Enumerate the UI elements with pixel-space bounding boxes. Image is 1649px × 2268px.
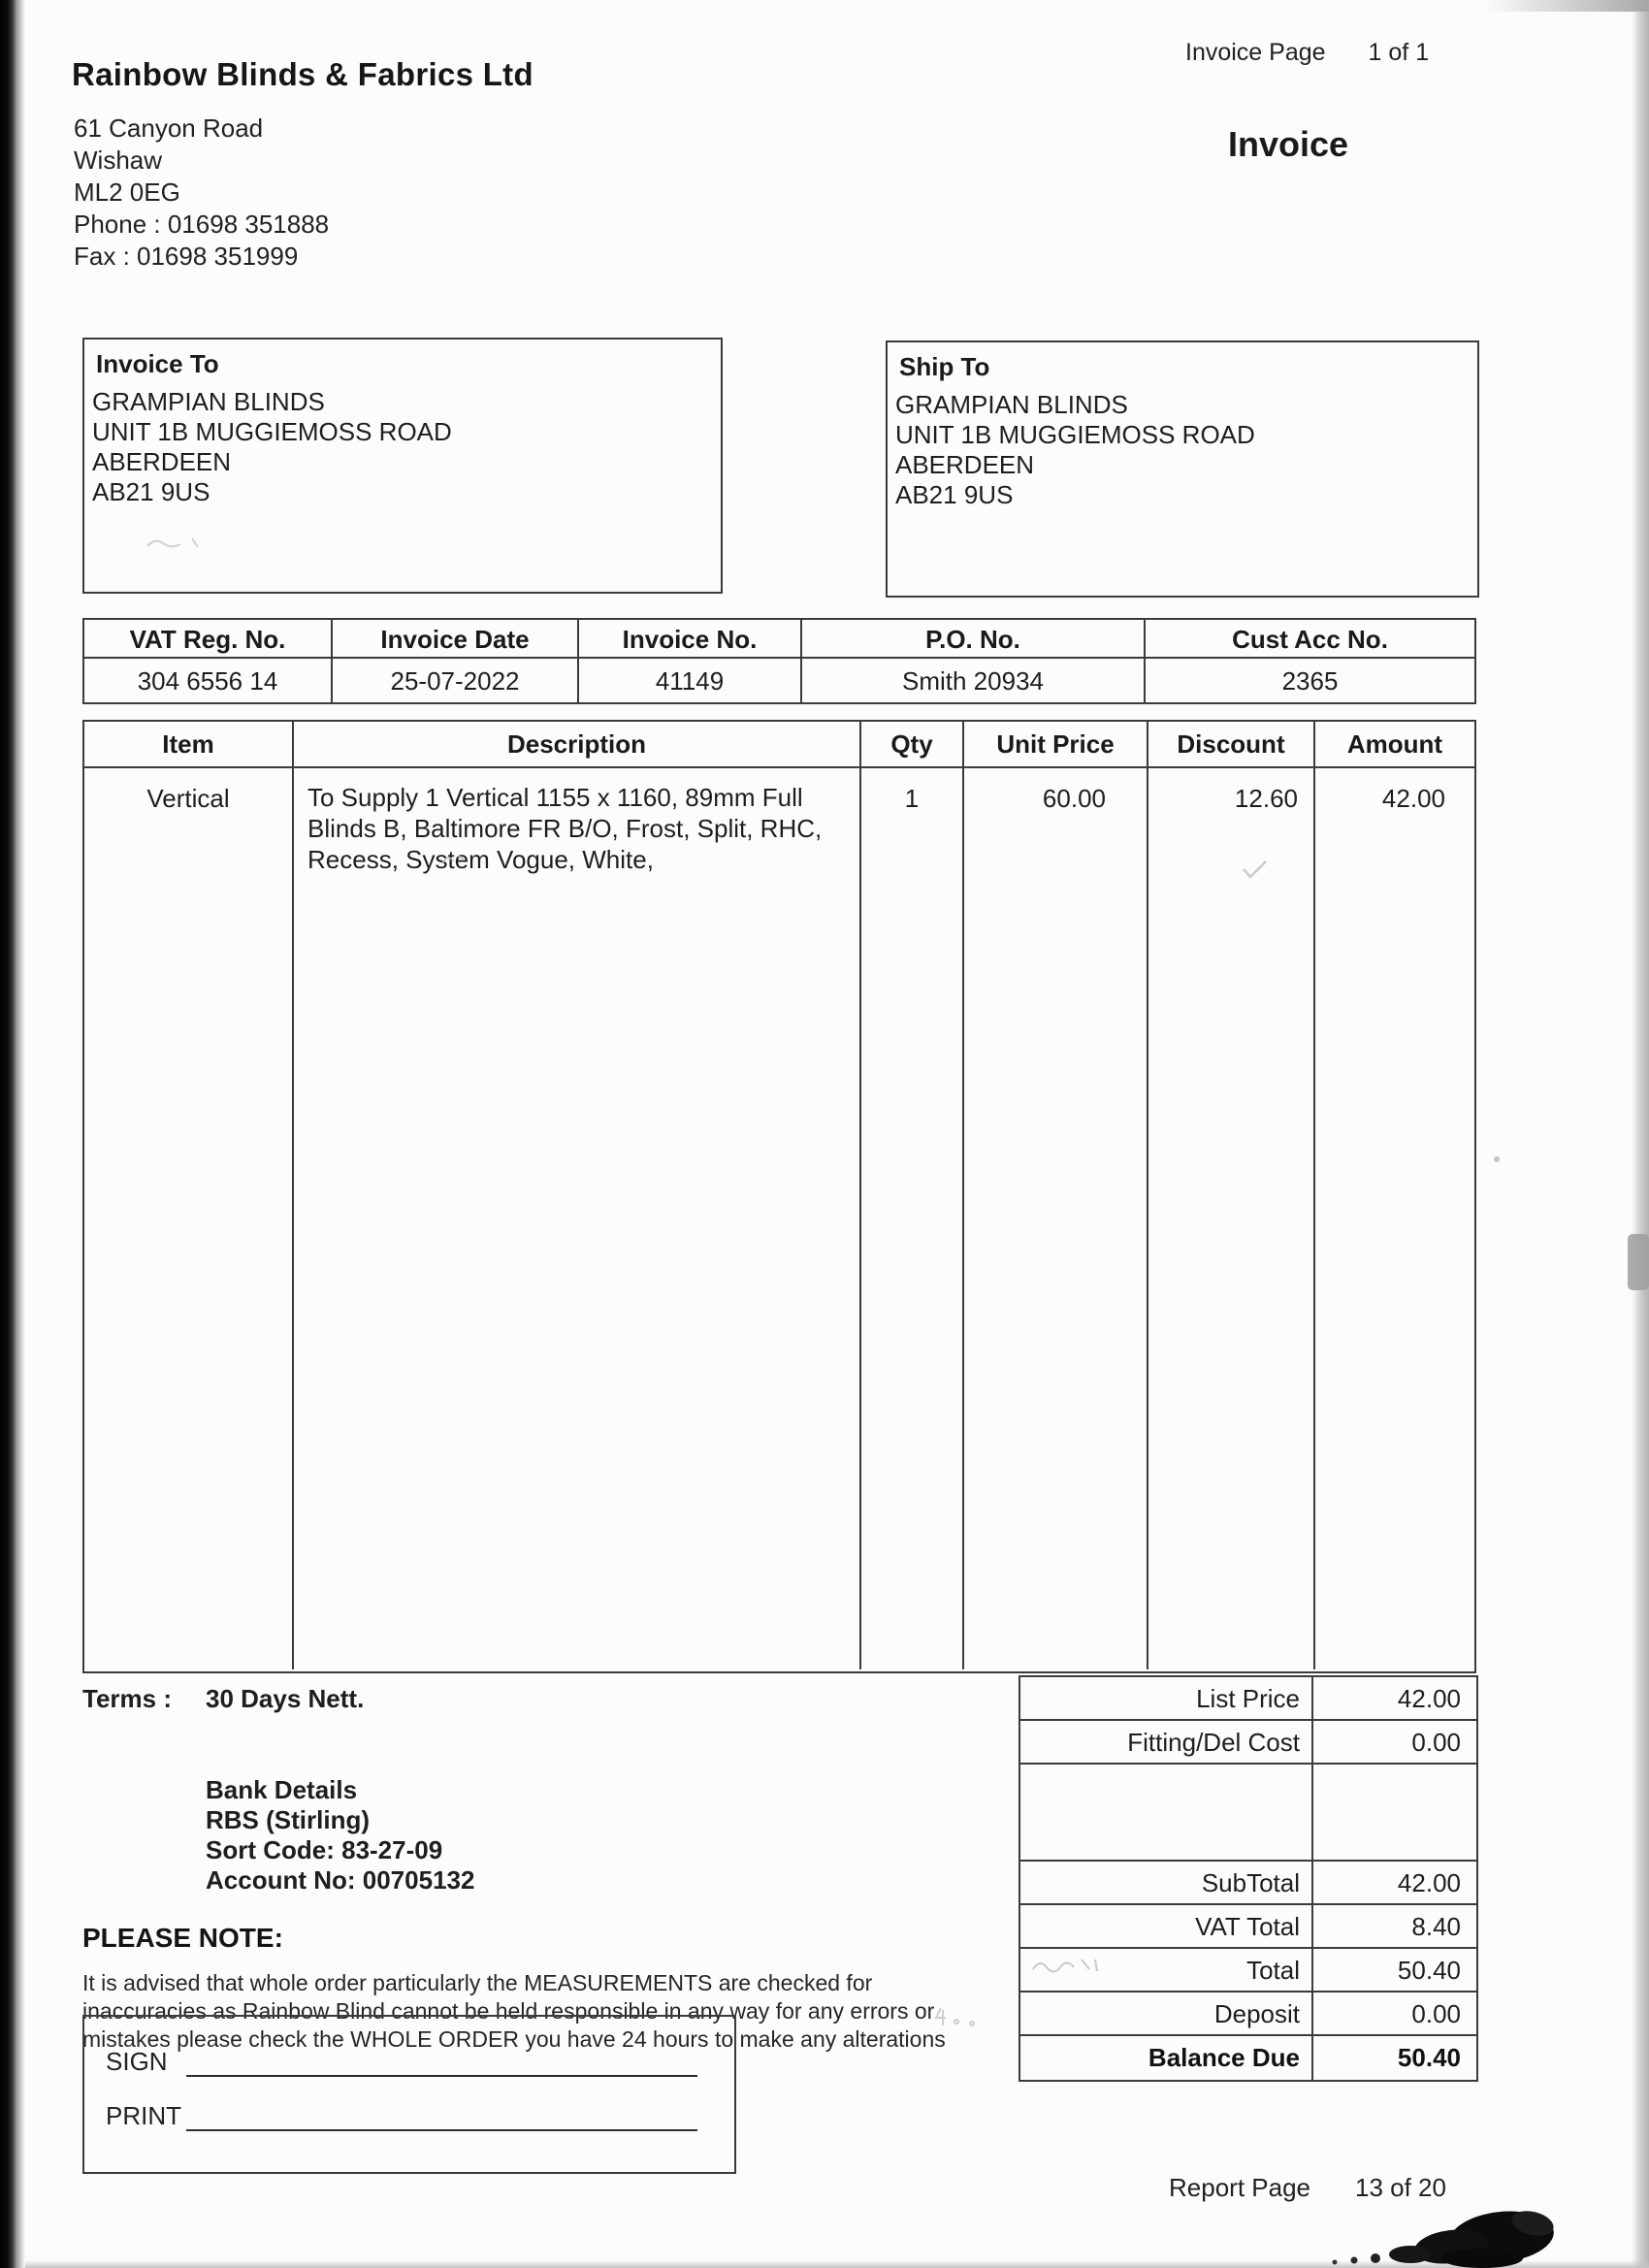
col-header-unit-price: Unit Price [962,722,1147,766]
invoice-to-line: ABERDEEN [92,447,232,476]
subtotal-value: 42.00 [1397,1868,1461,1897]
ship-to-line: ABERDEEN [895,450,1035,479]
ship-to-line: UNIT 1B MUGGIEMOSS ROAD [895,420,1255,449]
meta-value-invoice-date: 25-07-2022 [390,666,520,696]
sign-row [106,2042,734,2077]
line-item-row [84,768,1474,1669]
please-note-title: PLEASE NOTE: [82,1923,283,1953]
line-item-amount: 42.00 [1313,768,1474,1669]
pencil-mark [438,850,468,869]
pencil-mark [1030,1954,1114,1977]
meta-col-cust-acc-no [1144,620,1474,702]
company-address-line: Wishaw [74,146,163,175]
line-item-unit-price: 60.00 [962,768,1147,1669]
meta-value-cust-acc-no: 2365 [1281,666,1339,696]
company-address-line: 61 Canyon Road [74,113,264,143]
sign-line [186,2048,697,2077]
print-line [186,2102,697,2131]
totals-box [1018,1675,1478,2082]
meta-header-vat-reg-no: VAT Reg. No. [84,620,331,659]
deposit-value: 0.00 [1411,1999,1461,2028]
subtotal-label: SubTotal [1020,1862,1313,1903]
line-item-qty: 1 [859,768,962,1669]
bank-details-line: Sort Code: 83-27-09 [206,1835,443,1864]
total-value: 50.40 [1397,1956,1461,1985]
deposit-label: Deposit [1020,1993,1313,2034]
fitting-del-cost-label: Fitting/Del Cost [1020,1721,1313,1763]
line-item-discount: 12.60 [1147,768,1313,1669]
company-name: Rainbow Blinds & Fabrics Ltd [72,56,534,92]
invoice-to-address [84,379,721,507]
col-header-discount: Discount [1147,722,1313,766]
invoice-page-label: Invoice Page [1185,39,1326,66]
please-note-body: It is advised that whole order particularly the MEASUREMENTS are checked for inaccuracies as Rainbow Blind cannot be held responsible in any way for any errors or mistakes please check the WHOLE ORDER you have 24 hours to make any alterations [82,1970,946,2052]
vat-total-label: VAT Total [1020,1905,1313,1947]
invoice-to-box [82,338,723,594]
totals-row-vat-total [1020,1905,1476,1949]
list-price-value: 42.00 [1397,1684,1461,1713]
pencil-mark [933,2004,995,2029]
meta-header-invoice-no: Invoice No. [579,620,800,659]
meta-header-cust-acc-no: Cust Acc No. [1146,620,1474,659]
signature-box [82,2015,736,2174]
line-item-description: To Supply 1 Vertical 1155 x 1160, 89mm Full Blinds B, Baltimore FR B/O, Frost, Split, RHC, Recess, System Vogue, White, [292,768,859,1669]
ship-to-line: GRAMPIAN BLINDS [895,390,1128,419]
totals-row-balance-due [1020,2036,1476,2080]
report-page-label: Report Page [1169,2173,1310,2202]
ink-smudge [1308,2198,1560,2268]
col-header-qty: Qty [859,722,962,766]
meta-col-invoice-no [577,620,800,702]
bank-details-line: RBS (Stirling) [206,1805,370,1834]
scan-edge-top-right [1484,0,1649,12]
meta-value-vat-reg-no: 304 6556 14 [137,666,278,696]
bank-details [206,1775,474,1895]
meta-value-po-no: Smith 20934 [902,666,1044,696]
line-item-name: Vertical [146,784,230,813]
terms-value: 30 Days Nett. [206,1684,365,1713]
invoice-to-line: UNIT 1B MUGGIEMOSS ROAD [92,417,452,446]
ship-to-address [888,382,1477,510]
print-label: PRINT [106,2101,181,2130]
fitting-del-cost-value: 0.00 [1411,1728,1461,1757]
report-page-value: 13 of 20 [1354,2173,1446,2202]
totals-row-subtotal [1020,1862,1476,1905]
invoice-meta-table [82,618,1476,704]
list-price-label: List Price [1020,1677,1313,1719]
meta-col-vat-reg-no [84,620,331,702]
document-title: Invoice [1228,124,1349,164]
line-items-header-row [84,722,1474,768]
col-header-amount: Amount [1313,722,1474,766]
invoice-to-line: GRAMPIAN BLINDS [92,387,325,416]
pencil-mark [1242,858,1275,881]
pencil-mark [1494,1156,1500,1162]
bank-details-line: Account No: 00705132 [206,1865,475,1895]
totals-row-fitting-del-cost [1020,1721,1476,1765]
vat-total-value: 8.40 [1411,1912,1461,1941]
meta-col-invoice-date [331,620,577,702]
balance-due-label: Balance Due [1020,2036,1313,2080]
scan-edge-left [0,0,25,2268]
meta-header-invoice-date: Invoice Date [333,620,577,659]
company-fax: Fax : 01698 351999 [74,242,299,271]
totals-spacer [1020,1765,1476,1862]
ship-to-line: AB21 9US [895,480,1014,509]
balance-due-value: 50.40 [1397,2043,1461,2072]
col-header-item: Item [162,729,214,759]
terms-label: Terms : [82,1684,172,1713]
invoice-page-indicator [1185,39,1429,67]
company-address-line: ML2 0EG [74,178,180,207]
meta-col-po-no [800,620,1144,702]
totals-row-deposit [1020,1993,1476,2036]
invoice-to-label: Invoice To [96,349,219,378]
bank-details-title: Bank Details [206,1775,358,1804]
pencil-mark [146,532,215,553]
company-phone: Phone : 01698 351888 [74,210,330,239]
invoice-to-line: AB21 9US [92,477,210,506]
total-label: Total [1020,1949,1313,1991]
scan-blotch-right [1628,1234,1649,1290]
meta-header-po-no: P.O. No. [802,620,1144,659]
totals-row-list-price [1020,1677,1476,1721]
scan-edge-right [1632,0,1649,2268]
sign-label: SIGN [106,2047,168,2076]
ship-to-label: Ship To [899,352,990,381]
col-header-description: Description [292,722,859,766]
meta-value-invoice-no: 41149 [655,666,725,696]
invoice-page-value: 1 of 1 [1368,39,1430,66]
print-row [106,2096,734,2131]
company-address [74,113,329,273]
terms-row [82,1684,364,1714]
ship-to-box [886,340,1479,598]
